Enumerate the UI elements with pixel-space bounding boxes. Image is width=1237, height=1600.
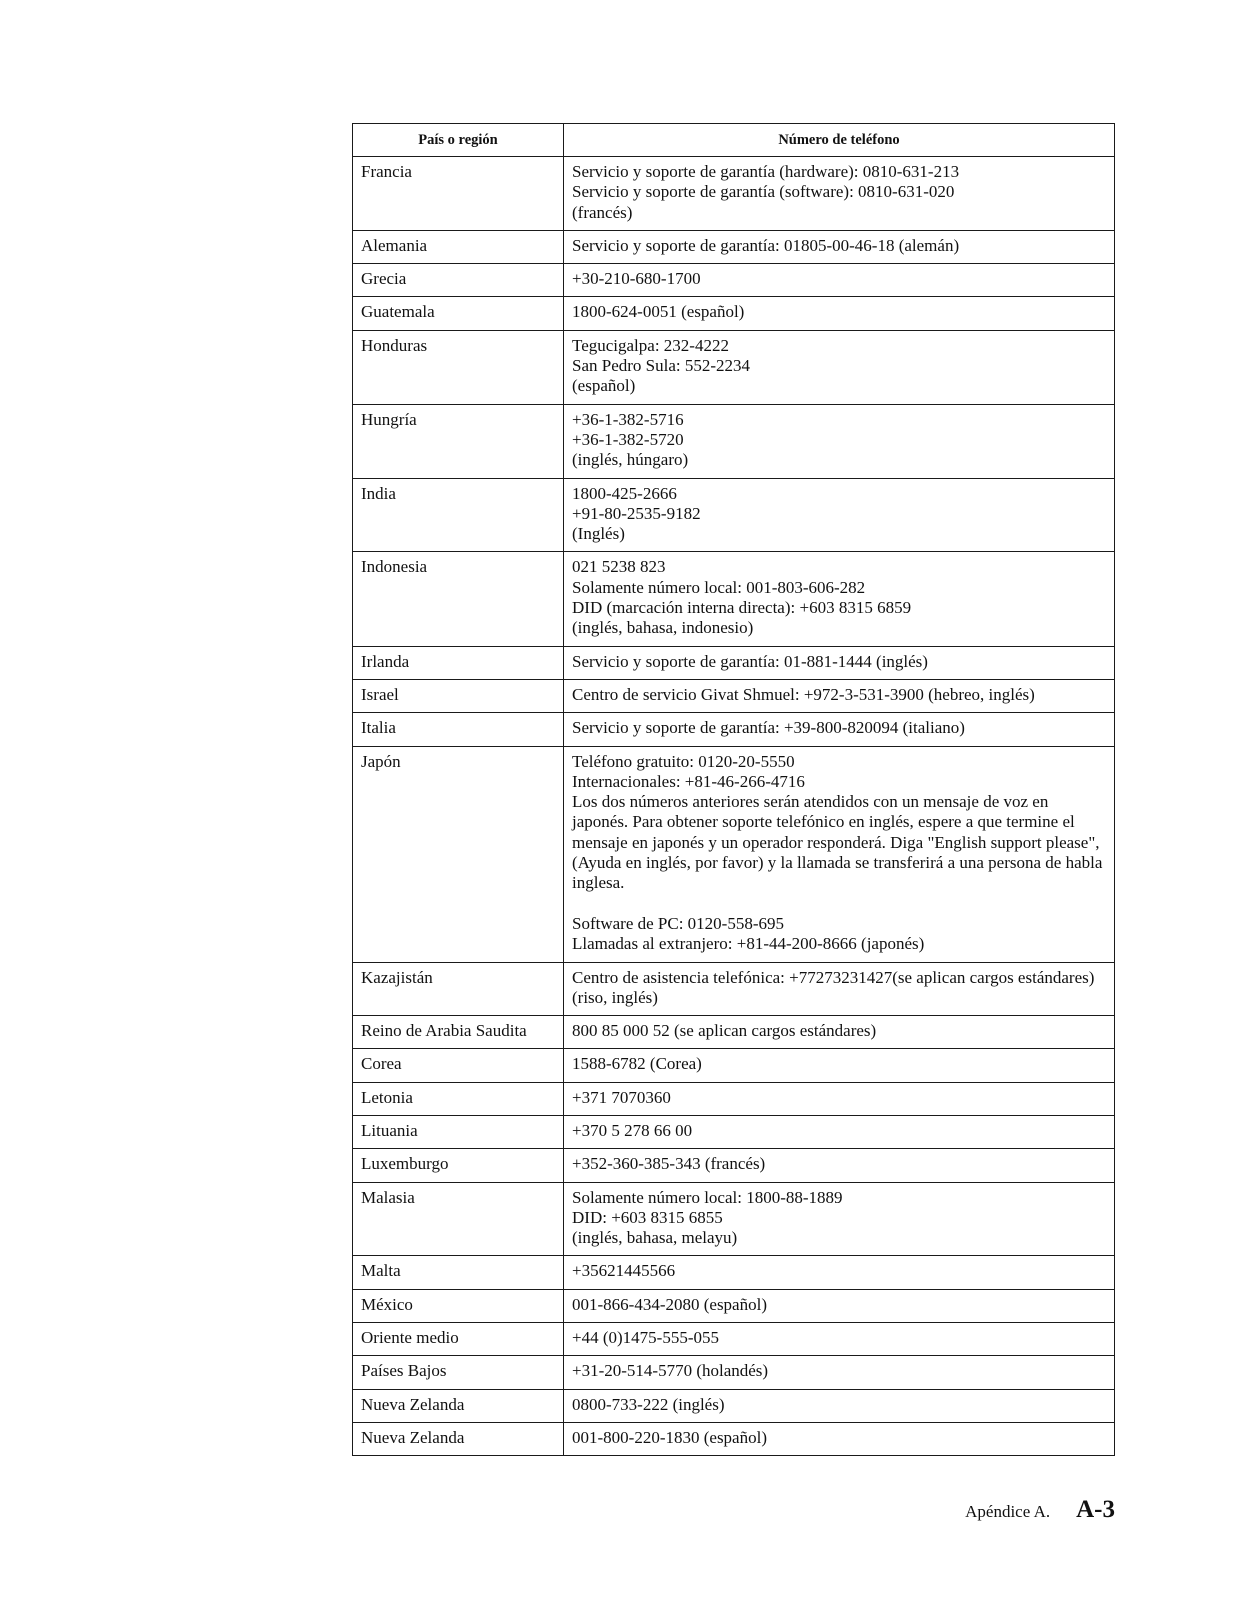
table-row	[353, 1323, 1115, 1356]
country-cell: Indonesia	[353, 552, 564, 646]
phone-cell: 001-800-220-1830 (español)	[564, 1422, 1115, 1455]
country-cell: Italia	[353, 713, 564, 746]
country-cell: Nueva Zelanda	[353, 1389, 564, 1422]
header-country: País o región	[353, 124, 564, 157]
country-cell: Nueva Zelanda	[353, 1422, 564, 1455]
table-row	[353, 1016, 1115, 1049]
table-row	[353, 1182, 1115, 1256]
table-row	[353, 1422, 1115, 1455]
country-cell: Guatemala	[353, 297, 564, 330]
table-row	[353, 1256, 1115, 1289]
phone-cell: 800 85 000 52 (se aplican cargos estándares)	[564, 1016, 1115, 1049]
table-row	[353, 404, 1115, 478]
country-cell: Francia	[353, 157, 564, 231]
country-cell: Oriente medio	[353, 1323, 564, 1356]
table-row	[353, 1049, 1115, 1082]
phone-cell: Servicio y soporte de garantía (hardware): 0810-631-213 Servicio y soporte de garantía (software): 0810-631-020 (francés)	[564, 157, 1115, 231]
table-row	[353, 552, 1115, 646]
phone-cell: Servicio y soporte de garantía: 01-881-1444 (inglés)	[564, 646, 1115, 679]
page-footer	[965, 1496, 1115, 1524]
table-row	[353, 1356, 1115, 1389]
phone-cell: Centro de asistencia telefónica: +77273231427(se aplican cargos estándares) (riso, inglés)	[564, 962, 1115, 1016]
table-row	[353, 157, 1115, 231]
country-cell: Letonia	[353, 1082, 564, 1115]
page-number: A-3	[1076, 1496, 1115, 1523]
phone-cell: 021 5238 823 Solamente número local: 001-803-606-282 DID (marcación interna directa): +603 8315 6859 (inglés, bahasa, indonesio)	[564, 552, 1115, 646]
phone-cell: 1800-425-2666 +91-80-2535-9182 (Inglés)	[564, 478, 1115, 552]
table-row	[353, 713, 1115, 746]
table-row	[353, 330, 1115, 404]
country-cell: Irlanda	[353, 646, 564, 679]
table-row	[353, 1149, 1115, 1182]
table-row	[353, 1115, 1115, 1148]
country-cell: Luxemburgo	[353, 1149, 564, 1182]
header-phone: Número de teléfono	[564, 124, 1115, 157]
phone-cell: +36-1-382-5716 +36-1-382-5720 (inglés, húngaro)	[564, 404, 1115, 478]
phone-cell: Tegucigalpa: 232-4222 San Pedro Sula: 552-2234 (español)	[564, 330, 1115, 404]
phone-cell: Servicio y soporte de garantía: +39-800-820094 (italiano)	[564, 713, 1115, 746]
country-cell: Japón	[353, 746, 564, 962]
table-body	[353, 157, 1115, 1456]
appendix-label: Apéndice A.	[965, 1502, 1051, 1521]
table-row	[353, 1289, 1115, 1322]
support-phone-table	[352, 123, 1115, 1456]
country-cell: México	[353, 1289, 564, 1322]
phone-cell: 1800-624-0051 (español)	[564, 297, 1115, 330]
country-cell: Malasia	[353, 1182, 564, 1256]
country-cell: Kazajistán	[353, 962, 564, 1016]
table-row	[353, 962, 1115, 1016]
phone-cell: +370 5 278 66 00	[564, 1115, 1115, 1148]
table-row	[353, 478, 1115, 552]
country-cell: Países Bajos	[353, 1356, 564, 1389]
phone-cell: +371 7070360	[564, 1082, 1115, 1115]
phone-cell: 001-866-434-2080 (español)	[564, 1289, 1115, 1322]
country-cell: Honduras	[353, 330, 564, 404]
phone-cell: Servicio y soporte de garantía: 01805-00-46-18 (alemán)	[564, 230, 1115, 263]
phone-cell: Teléfono gratuito: 0120-20-5550 Internacionales: +81-46-266-4716 Los dos números anteriores serán atendidos con un mensaje de voz en japonés. Para obtener soporte telefónico en inglés, espere a que termine el mensaje en japonés y un operador responderá. Diga "English support please", (Ayuda en inglés, por favor) y la llamada se transferirá a una persona de habla inglesa. Software de PC: 0120-558-695 Llamadas al extranjero: +81-44-200-8666 (japonés)	[564, 746, 1115, 962]
table-row	[353, 230, 1115, 263]
phone-cell: 0800-733-222 (inglés)	[564, 1389, 1115, 1422]
table-row	[353, 646, 1115, 679]
country-cell: Malta	[353, 1256, 564, 1289]
phone-cell: Centro de servicio Givat Shmuel: +972-3-531-3900 (hebreo, inglés)	[564, 679, 1115, 712]
country-cell: Israel	[353, 679, 564, 712]
phone-cell: +44 (0)1475-555-055	[564, 1323, 1115, 1356]
phone-cell: +35621445566	[564, 1256, 1115, 1289]
country-cell: Grecia	[353, 264, 564, 297]
phone-cell: +30-210-680-1700	[564, 264, 1115, 297]
country-cell: Hungría	[353, 404, 564, 478]
country-cell: Corea	[353, 1049, 564, 1082]
country-cell: Reino de Arabia Saudita	[353, 1016, 564, 1049]
table-row	[353, 746, 1115, 962]
table-header-row	[353, 124, 1115, 157]
country-cell: India	[353, 478, 564, 552]
phone-cell: Solamente número local: 1800-88-1889 DID: +603 8315 6855 (inglés, bahasa, melayu)	[564, 1182, 1115, 1256]
phone-cell: +31-20-514-5770 (holandés)	[564, 1356, 1115, 1389]
table-row	[353, 679, 1115, 712]
table-row	[353, 1082, 1115, 1115]
phone-cell: 1588-6782 (Corea)	[564, 1049, 1115, 1082]
country-cell: Alemania	[353, 230, 564, 263]
phone-cell: +352-360-385-343 (francés)	[564, 1149, 1115, 1182]
table-row	[353, 297, 1115, 330]
country-cell: Lituania	[353, 1115, 564, 1148]
table-row	[353, 1389, 1115, 1422]
table-row	[353, 264, 1115, 297]
